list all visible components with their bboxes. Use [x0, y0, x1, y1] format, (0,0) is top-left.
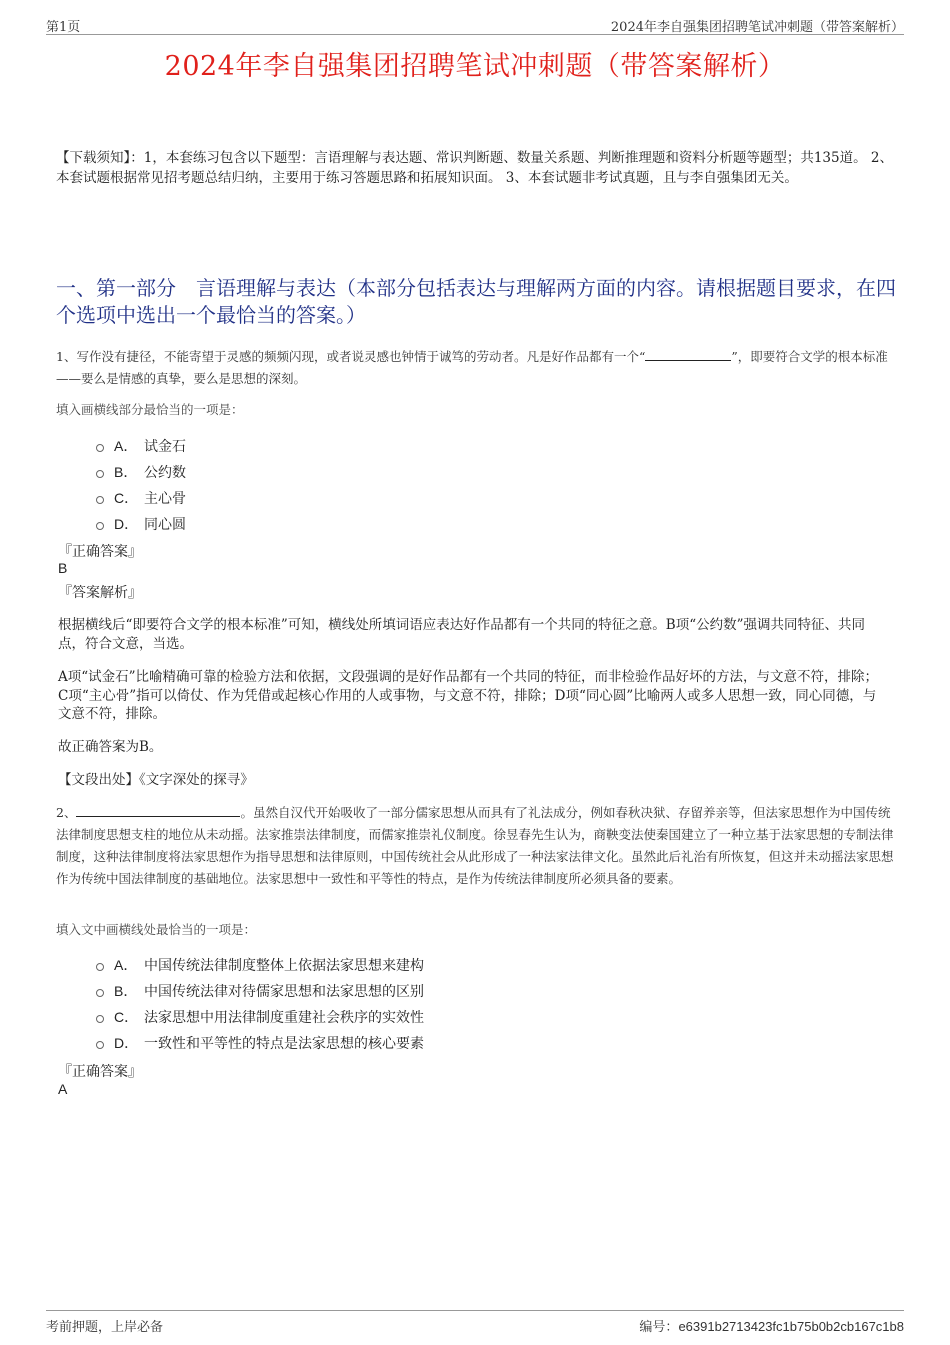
answer-value: B [58, 560, 68, 576]
document-title: 2024年李自强集团招聘笔试冲刺题（带答案解析） [164, 51, 786, 82]
page-footer [46, 1310, 904, 1335]
radio-icon[interactable] [96, 444, 104, 452]
radio-icon[interactable] [96, 989, 104, 997]
question-1-options [96, 433, 186, 537]
fill-blank [76, 804, 240, 817]
question-1-stem: 1、写作没有捷径，不能寄望于灵感的频频闪现，或者说灵感也钟情于诚笃的劳动者。凡是好作品都有一个“ ”，即要符合文学的根本标准——要么是情感的真挚，要么是思想的深刻。 [56, 349, 888, 386]
question-2-prompt: 填入文中画横线处最恰当的一项是： [56, 922, 257, 937]
question-2-stem: 2、 。虽然自汉代开始吸收了一部分儒家思想从而具有了礼法成分，例如春秋决狱、存留养亲等，但法家思想作为中国传统法律制度思想支柱的地位从未动摇。法家推崇法律制度，而儒家推崇礼仪制度。徐昱春先生认为，商鞅变法使秦国建立了一种立基于法家思想的专制法律制度，这种法律制度将法家思想作为指导思想和法律原则，中国传统社会从此形成了一种法家法律文化。虽然此后礼治有所恢复，但这并未动摇法家思想作为传统中国法律制度的基础地位。法家思想中一致性和平等性的特点，是作为传统法律制度所必须具备的要素。 [56, 805, 894, 886]
footer-slogan: 考前押题，上岸必备 [46, 1320, 164, 1335]
radio-icon[interactable] [96, 1041, 104, 1049]
analysis-paragraph: A项“试金石”比喻精确可靠的检验方法和依据，文段强调的是好作品都有一个共同的特征，而非检验作品好坏的方法，与文意不符，排除；C项“主心骨”指可以倚仗、作为凭借或起核心作用的人或事物，与文意不符，排除；D项“同心圆”比喻两人或多人思想一致，同心同德，与文意不符，排除。 [58, 669, 879, 722]
source-citation: 【文段出处】《文字深处的探寻》 [58, 772, 254, 788]
radio-icon[interactable] [96, 963, 104, 971]
radio-icon[interactable] [96, 1015, 104, 1023]
option-b[interactable]: B． 公约数 [96, 459, 186, 485]
question-2-options [96, 952, 424, 1056]
option-d[interactable]: D． 一致性和平等性的特点是法家思想的核心要素 [96, 1030, 424, 1056]
radio-icon[interactable] [96, 522, 104, 530]
header-doc-title: 2024年李自强集团招聘笔试冲刺题（带答案解析） [610, 20, 904, 35]
answer-label: 『正确答案』 [58, 544, 142, 560]
option-c[interactable]: C． 主心骨 [96, 485, 186, 511]
radio-icon[interactable] [96, 496, 104, 504]
option-c[interactable]: C． 法家思想中用法律制度重建社会秩序的实效性 [96, 1004, 424, 1030]
section-title: 一、第一部分 言语理解与表达（本部分包括表达与理解两方面的内容。请根据题目要求，在四个选项中选出一个最恰当的答案。） [56, 276, 896, 327]
answer-value: A [58, 1081, 68, 1097]
option-a[interactable]: A． 试金石 [96, 433, 186, 459]
radio-icon[interactable] [96, 470, 104, 478]
option-a[interactable]: A． 中国传统法律制度整体上依据法家思想来建构 [96, 952, 424, 978]
analysis-label: 『答案解析』 [58, 585, 142, 601]
download-notice: 【下载须知】：1，本套练习包含以下题型：言语理解与表达题、常识判断题、数量关系题、判断推理题和资料分析题等题型；共135道。 2、本套试题根据常见招考题总结归纳，主要用于练习答题思路和拓展知识面。 3、本套试题非考试真题，且与李自强集团无关。 [56, 150, 893, 186]
page-header [46, 14, 904, 35]
question-1-prompt: 填入画横线部分最恰当的一项是： [56, 402, 244, 417]
analysis-paragraph: 故正确答案为B。 [58, 739, 163, 755]
fill-blank [645, 348, 731, 361]
option-b[interactable]: B． 中国传统法律对待儒家思想和法家思想的区别 [96, 978, 424, 1004]
analysis-paragraph: 根据横线后“即要符合文学的根本标准”可知，横线处所填词语应表达好作品都有一个共同的特征之意。B项“公约数”强调共同特征、共同点，符合文意，当选。 [58, 617, 866, 652]
footer-code: 编号：e6391b2713423fc1b75b0b2cb167c1b8 [639, 1319, 904, 1335]
answer-label: 『正确答案』 [58, 1064, 142, 1080]
page-number: 第1页 [46, 20, 81, 35]
option-d[interactable]: D． 同心圆 [96, 511, 186, 537]
